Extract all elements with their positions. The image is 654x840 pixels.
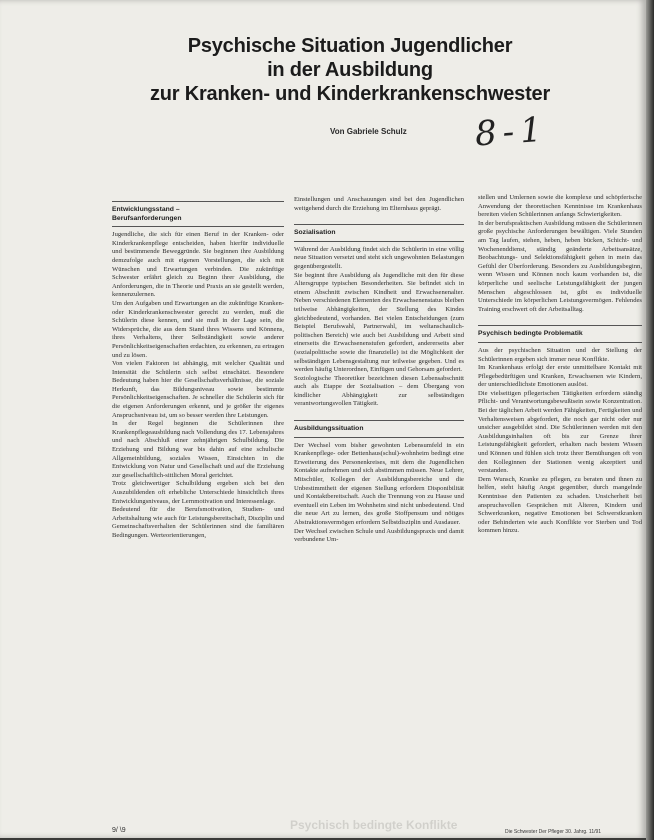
article-title xyxy=(60,34,640,106)
section-rule xyxy=(478,342,642,343)
paragraph: Der Wechsel vom bisher gewohnten Lebensumfeld in ein Krankenpflege- oder Bettenhaus(schul)-wohnheim bedingt eine Erweiterung des Personenkreises, mit dem die Jugendlichen Kontakte aufnehmen und sich abstimmen müssen. Neue Lehrer, Mitschüler, Kollegen der Ausbildungsbereiche und die Unbestimmtheit der eigenen Stellung erfordern Disponibilität und Kontaktbereitschaft. Auch die Trennung von zu Hause und eventuell ein Leben im Wohnheim sind nicht unbedeutend. Und die neue Art zu lernen, des große Stoffpensum und nötiges Abstraktionsvermögen erfordern Selbstdisziplin und Ausdauer. xyxy=(294,441,464,526)
paragraph: Einstellungen und Anschauungen sind bei den Jugendlichen weitgehend durch die Erziehung im Elternhaus geprägt. xyxy=(294,196,464,212)
title-line-3: zur Kranken- und Kinderkrankenschwester xyxy=(149,83,551,105)
author-line: Von Gabriele Schulz xyxy=(330,127,407,136)
paragraph: Um den Aufgaben und Erwartungen an die zukünftige Kranken- oder Kinderkrankenschwester gerecht zu werden, muß die Schülerin diese kennen, und sie muß in der Lage sein, die Widersprüche, die aus dem Stand ihres Wissens und Könnens, ihres Verhaltens, ihrer Selbständigkeit sowie anderer Persönlichkeitseigenschaften erdachten, zu erkennen, zu ertragen und zu lösen. xyxy=(112,299,284,359)
section-rule xyxy=(294,224,464,225)
section-rule xyxy=(112,226,284,227)
paragraph: Die vielseitigen pflegerischen Tätigkeiten erfordern ständig Pflicht- und Verantwortungsbewußtsein sowie Konzentration. Bei der täglichen Arbeit werden Fähigkeiten, Fertigkeiten und Verhaltensweisen abgefordert, die noch gar nicht oder nur unsicher ausgebildet sind. Die Schülerinnen werden mit den Ausbildungsinhalten oft bis zur Grenze ihrer Leistungsfähigkeit gefordert, erhalten nach bestem Wissen und Können und fühlen sich trotz ihrer Bemühungen oft von den Kolleginnen der Stationen wenig akzeptiert und verstanden. xyxy=(478,389,642,475)
section-heading: Psychisch bedingte Problematik xyxy=(478,330,583,338)
section-heading: Entwicklungsstand – Berufsanforderungen xyxy=(112,206,182,222)
paragraph: Bedeutend für die Berufsmotivation, Studien- und Arbeitshaltung wie auch für Leistungsbereitschaft, Disziplin und Gemeinschaftsverhalten der Schülerinnen sind die familiären Bedingungen. Werteorientierungen, xyxy=(112,506,284,539)
paragraph: stellen und Umlernen sowie die komplexe und schöpferische Anwendung der theoretischen Kenntnisse im Krankenhaus bereiten vielen Schülerinnen anfangs Schwierigkeiten. xyxy=(478,194,642,219)
paragraph: Der Wechsel zwischen Schule und Ausbildungspraxis und damit verbundene Um- xyxy=(294,527,464,544)
paragraph: Sie beginnt ihre Ausbildung als Jugendliche mit den für diese Altersgruppe typischen Besonderheiten. Sie befindet sich in einem Abschnitt zwischen Kindheit und Erwachsenenalter. Neben verschiedenen Elementen des Erwachsenenstatus bleiben teilweise Abhängigkeiten, der Stellung des Kindes gleichbedeutend, vorhanden. Bei vielen Entscheidungen (zum Beispiel Berufswahl, Partnerwahl, im weltanschaulich-politischen Bereich) wie auch bei Ausbildung und Arbeit sind einerseits die Erwachsenenstufen gefordert, andererseits aber (sozialpolitische sowie die finanzielle) ist die Möglichkeit der selbständigen Lebensgestaltung nur teilweise gegeben. Und es werden häufig Unterordnen, Einfügen und Gehorsam gefordert. xyxy=(294,271,464,374)
section-rule xyxy=(294,420,464,421)
paragraph: Trotz gleichwertiger Schulbildung ergeben sich bei den Auszubildenden oft erhebliche Unterschiede hinsichtlich ihres Entwicklungsniveaus, der Lernmotivation und Interessenlage. xyxy=(112,480,284,505)
paragraph: Soziologische Theoretiker bezeichnen diesen Lebensabschnitt auch als Etappe der Sozialisation – dem Übergang von kindlicher Abhängigkeit zur selbständigen verantwortungsvollen Tätigkeit. xyxy=(294,374,464,408)
section-rule xyxy=(478,325,642,326)
title-line-1: Psychische Situation Jugendlicher xyxy=(187,35,513,57)
page-number: 9/ \9 xyxy=(112,827,126,834)
paragraph: In der Regel beginnen die Schülerinnen ihre Krankenpflegeausbildung nach Vollendung des 17. Lebensjahres und nach Abschluß einer zehnjährigen Schulbildung. Die Erziehung und Bildung war bis dahin auf eine schulische Allgemeinbildung, soziales Wissen, Einsichten in die Entwicklung von Natur und Gesellschaft und auf die Erziehung zur gesellschaftlich-sittlichen Moral gerichtet. xyxy=(112,420,284,479)
paragraph: Von vielen Faktoren ist abhängig, mit welcher Qualität und Intensität die Schülerin sich selbst einschätzt. Besondere Bedeutung haben hier die Gesellschaftsverhältnisse, die soziale Herkunft, das Bildungsniveau sowie bestimmte Persönlichkeitseigenschaften. Je schneller die Schülerin sich für die eigenen Anforderungen erkennt, und je größer ihr eigenes Anspruchsniveau ist, um so besser werden ihre Leistungen. xyxy=(112,360,284,419)
column-left xyxy=(112,198,284,808)
paragraph: Dem Wunsch, Kranke zu pflegen, zu beraten und ihnen zu helfen, steht häufig Angst gegenüber, durch mangelnde Kenntnisse den Patienten zu schaden. Unsicherheit bei anspruchsvollen Gesprächen mit Älteren, Kindern und Schwerkranken, negative Emotionen bei Schwerstkranken oder Behinderten wie auch Konflikte vor Sterben und Tod kommen hinzu. xyxy=(478,475,642,535)
paragraph: Jugendliche, die sich für einen Beruf in der Kranken- oder Kinderkrankenpflege entscheiden, haben hierfür individuelle und bestimmende Beweggründe. Sie beginnen ihre Ausbildung demzufolge auch mit eigenen Vorstellungen, die sich mit Wünschen und Erwartungen verbinden. Die zukünftige Schwester erfährt gleich zu Beginn ihrer Ausbildung, die Anforderungen, die in Theorie und Praxis an sie gestellt werden, kennenzulernen. xyxy=(112,231,284,299)
journal-footer: Die Schwester Der Pfleger 30. Jahrg. 11/91 xyxy=(505,829,602,835)
section-rule xyxy=(294,241,464,242)
column-right xyxy=(478,194,642,819)
paragraph: In der berufspraktischen Ausbildung müssen die Schülerinnen große psychische Anforderungen bewältigen. Viele Stunden am Tag laufen, stehen, heben, heben bücken, Schicht- und Wochenenddienst, ständig geänderte Arbeitsansätze, Beobachtungs- und Selektionsfähigkeit gehen in mein das Gefühl der Überforderung. Besonders zu Ausbildungsbeginn, wenn Wissen und Können noch kaum vorhanden ist, die körperliche und seelische Leistungsfähigkeit der jungen Menschen abgeschlossen ist, gibt es individuelle Unterschiede im körperlichen Leistungsvermögen. Fehlendes Training erschwert oft der Arbeitsalltag. xyxy=(478,219,642,313)
section-heading: Ausbildungssituation xyxy=(294,425,364,433)
handwritten-note: 8-1 xyxy=(473,109,550,155)
section-rule xyxy=(112,201,284,202)
title-line-2: in der Ausbildung xyxy=(267,59,433,81)
section-rule xyxy=(294,437,464,438)
paragraph: Im Krankenhaus erfolgt der erste unmittelbare Kontakt mit Pflegebedürftigen und Kranken, Erwachsenen wie Kindern, der unterschiedlichste Emotionen auslöst. xyxy=(478,364,642,389)
paragraph: Während der Ausbildung findet sich die Schülerin in eine völlig neue Situation versetzt und steht sich ungewohnten Belastungen gegenübergestellt. xyxy=(294,245,464,270)
page-edge-shadow xyxy=(646,0,654,840)
column-middle xyxy=(294,196,464,816)
paragraph: Aus der psychischen Situation und der Stellung der Schülerinnen ergeben sich immer neue Konflikte. xyxy=(478,346,642,363)
bleed-through-text: Psychisch bedingte Konflikte xyxy=(290,818,458,832)
section-heading: Sozialisation xyxy=(294,229,336,237)
